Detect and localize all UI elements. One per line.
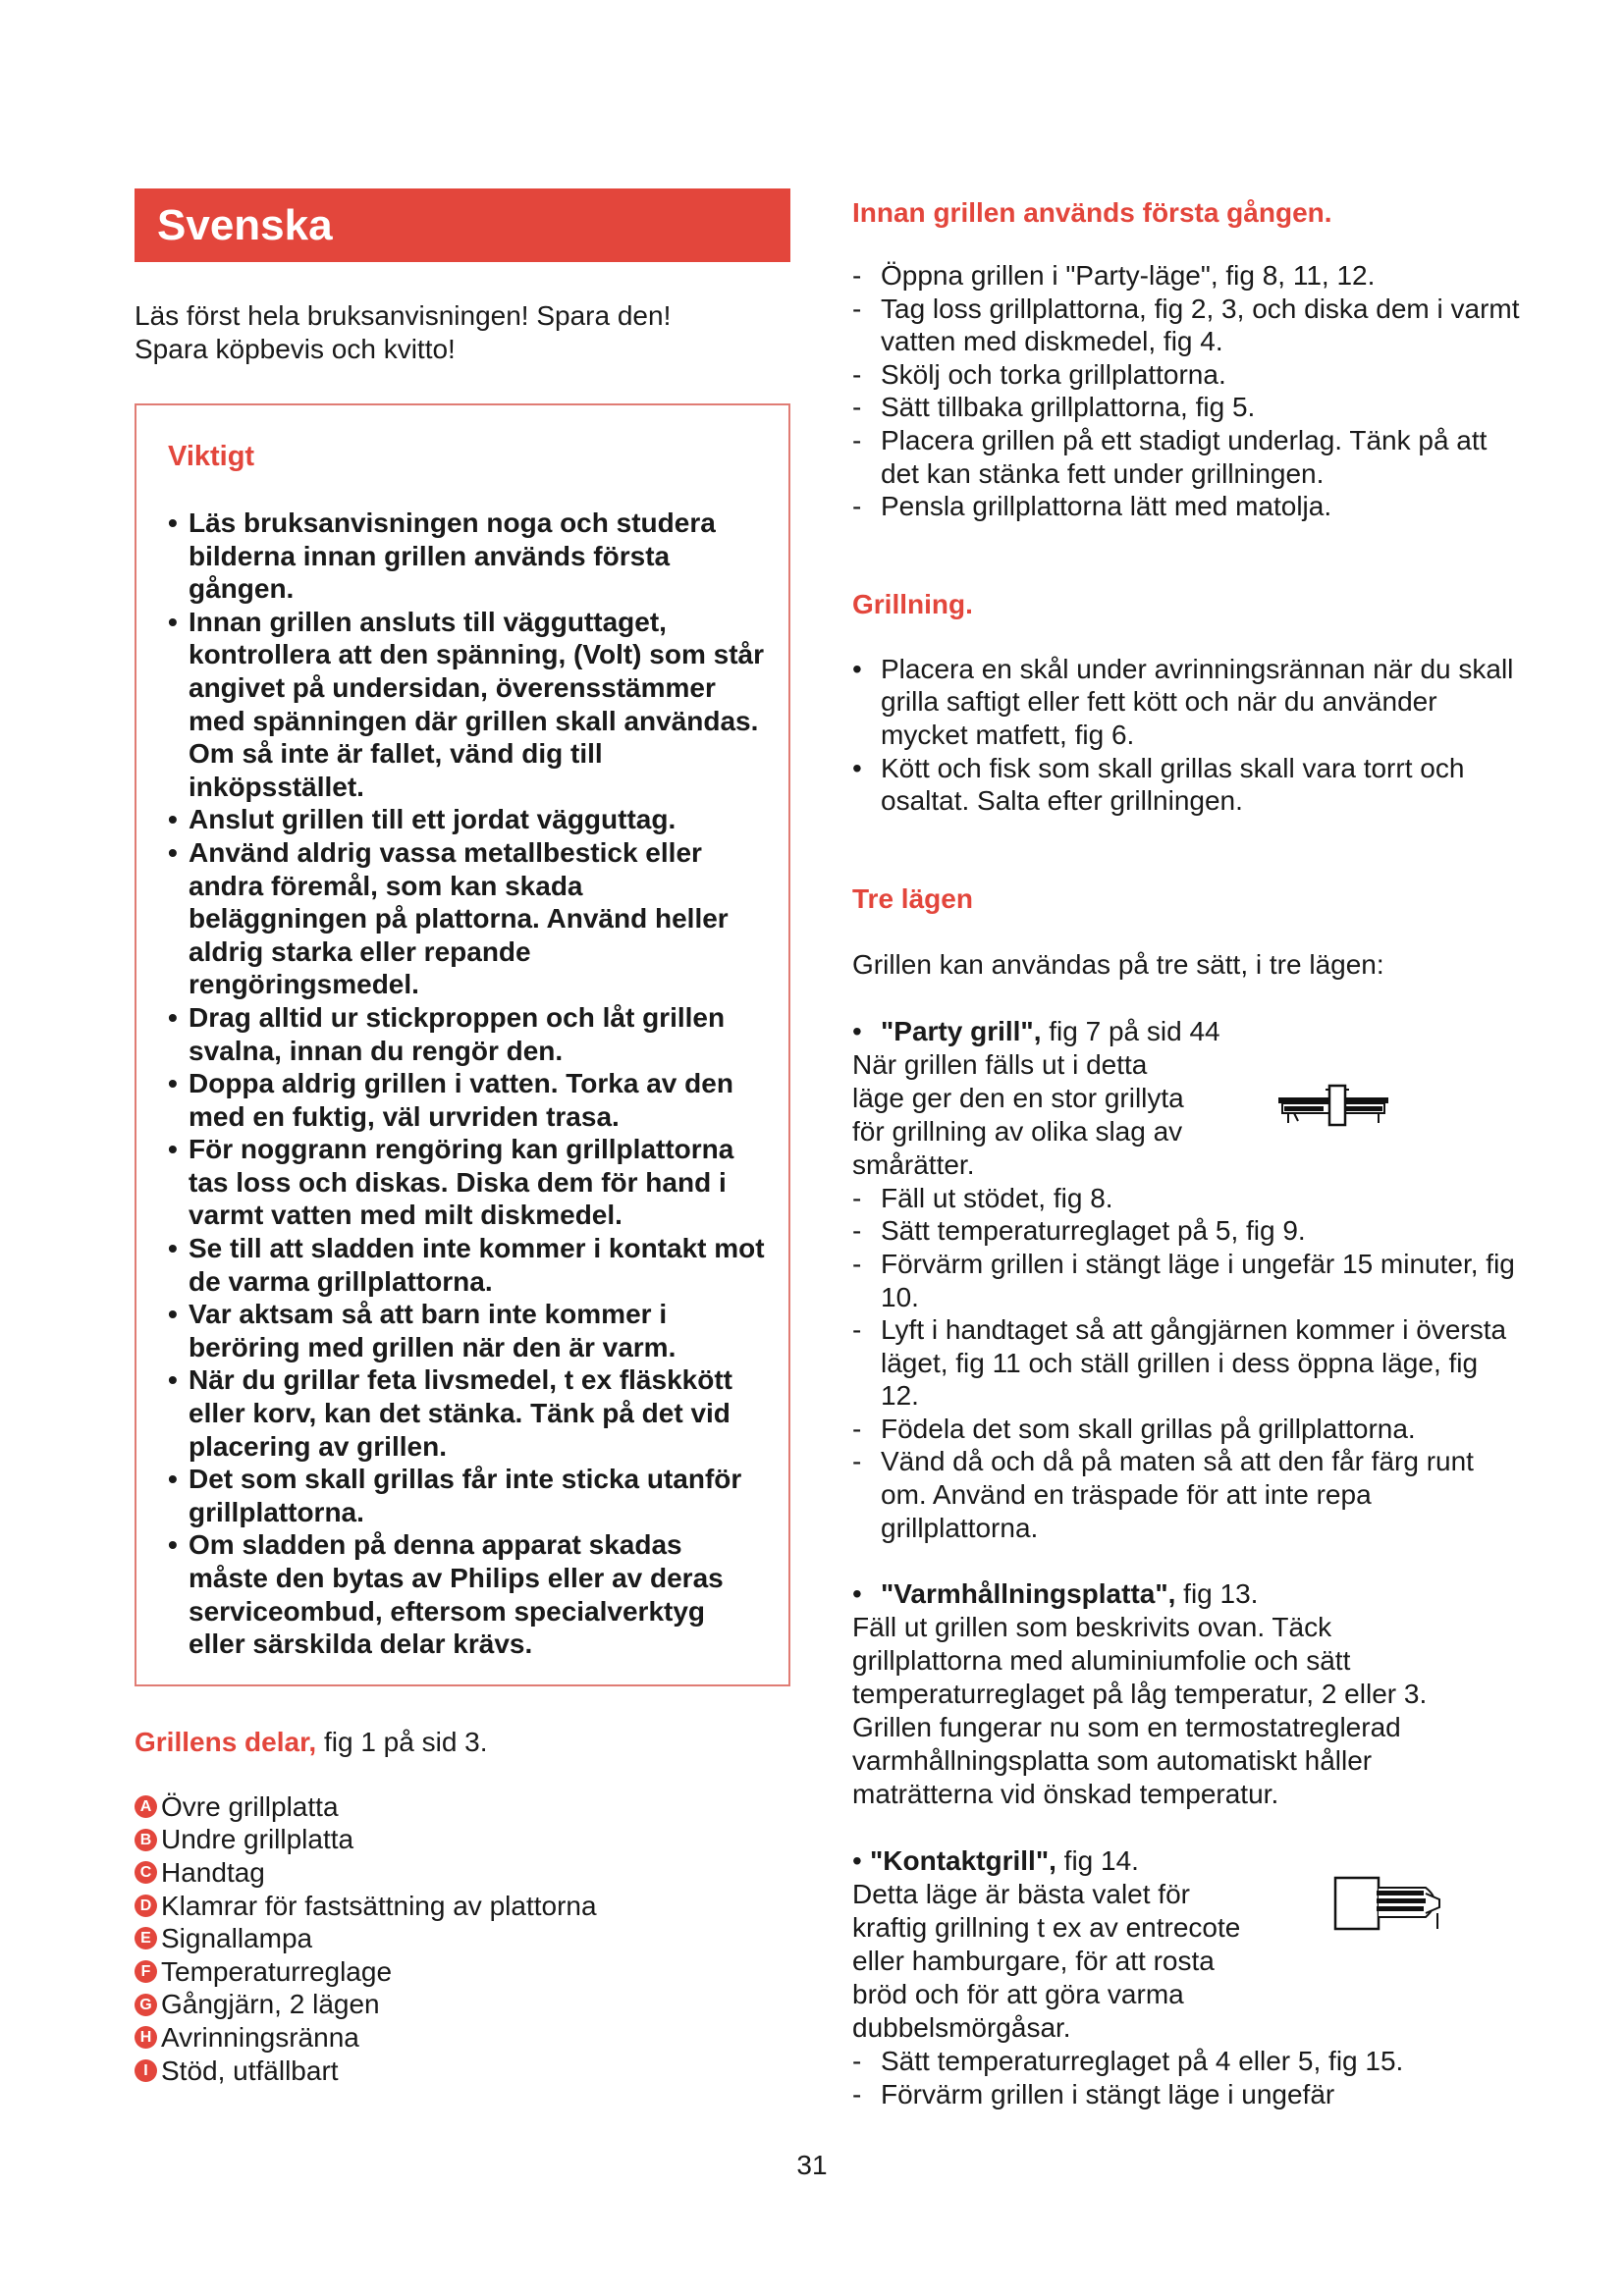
intro-line: Spara köpbevis och kvitto! (135, 334, 456, 364)
description-line: dubbelsmörgåsar. (852, 2012, 1071, 2044)
list-item (135, 2055, 790, 2088)
first-use-title: Innan grillen används första gången. (852, 197, 1332, 228)
part-label: Övre grillplatta (161, 1790, 339, 1822)
contact-grill-name: "Kontaktgrill", (870, 1845, 1056, 1877)
list-item (135, 1922, 790, 1955)
description-line: maträtterna vid önskad temperatur. (852, 1779, 1279, 1810)
important-item: • Använd aldrig vassa metallbestick eller andra föremål, som kan skada beläggningen på plattorna. Använd heller aldrig starka eller repande rengöringsmedel. (168, 836, 769, 1001)
important-item: • Innan grillen ansluts till vägguttaget, kontrollera att den spänning, (Volt) som står angivet på undersidan, överensstämmer med spänningen där grillen skall användas. Om så inte är fallet, vänd dig till inköpsstället. (168, 606, 769, 804)
part-label: Undre grillplatta (161, 1824, 354, 1855)
party-grill-heading: • "Party grill", fig 7 på sid 44 (852, 1015, 1220, 1046)
party-grill-steps (852, 1182, 1520, 1545)
list-item: - Placera grillen på ett stadigt underlag. Tänk på att det kan stänka fett under grillningen. (852, 424, 1520, 490)
important-item: • Drag alltid ur stickproppen och låt grillen svalna, innan du rengör den. (168, 1001, 769, 1067)
letter-badge-icon: C (135, 1861, 157, 1884)
part-label: Klamrar för fastsättning av plattorna (161, 1890, 597, 1921)
important-item: • Anslut grillen till ett jordat vägguttag. (168, 803, 769, 836)
list-item: - Sätt tillbaka grillplattorna, fig 5. (852, 391, 1520, 424)
left-column (135, 188, 790, 2087)
language-title: Svenska (157, 200, 333, 249)
list-item: - Tag loss grillplattorna, fig 2, 3, och diska dem i varmt vatten med diskmedel, fig 4. (852, 293, 1520, 358)
party-grill-section (852, 1015, 1520, 1545)
description-line: varmhållningsplatta som automatiskt håller (852, 1745, 1373, 1777)
part-label: Signallampa (161, 1923, 313, 1954)
first-use-list (852, 259, 1520, 523)
warming-plate-ref: fig 13. (1175, 1578, 1259, 1610)
list-item: - Skölj och torka grillplattorna. (852, 358, 1520, 392)
part-label: Stöd, utfällbart (161, 2055, 339, 2086)
contact-grill-steps (852, 2045, 1520, 2110)
list-item (135, 1890, 790, 1923)
part-label: Temperaturreglage (161, 1955, 393, 1987)
party-grill-name: "Party grill", (881, 1015, 1042, 1046)
grilling-title: Grillning. (852, 588, 973, 619)
letter-badge-icon: B (135, 1829, 157, 1851)
important-item: • Doppa aldrig grillen i vatten. Torka av den med en fuktig, väl urvriden trasa. (168, 1067, 769, 1133)
description-line: grillplattorna med aluminiumfolie och sätt (852, 1645, 1351, 1677)
letter-badge-icon: D (135, 1895, 157, 1917)
list-item (135, 1856, 790, 1890)
page-number: 31 (796, 2150, 828, 2180)
intro-line: Läs först hela bruksanvisningen! Spara den! (135, 300, 672, 331)
part-label: Gångjärn, 2 lägen (161, 1989, 380, 2020)
list-item (135, 2021, 790, 2055)
grilling-list (852, 653, 1520, 818)
description-line: När grillen fälls ut i detta (852, 1048, 1148, 1080)
contact-grill-ref: fig 14. (1056, 1845, 1139, 1877)
description-line: Fäll ut grillen som beskrivits ovan. Täck (852, 1612, 1332, 1643)
party-grill-figure (1274, 1072, 1402, 1139)
letter-badge-icon: I (135, 2059, 157, 2082)
letter-badge-icon: A (135, 1795, 157, 1818)
description-line: Detta läge är bästa valet för (852, 1879, 1190, 1910)
intro-text (135, 299, 790, 366)
list-item: - Vänd då och då på maten så att den får färg runt om. Använd en träspade för att inte repa grillplattorna. (852, 1445, 1520, 1544)
letter-badge-icon: E (135, 1927, 157, 1949)
list-item: - Lyft i handtaget så att gångjärnen kommer i översta läget, fig 11 och ställ grillen i dess öppna läge, fig 12. (852, 1313, 1520, 1413)
letter-badge-icon: G (135, 1994, 157, 2016)
language-banner (135, 188, 790, 262)
list-item: • Placera en skål under avrinningsrännan när du skall grilla saftigt eller fett kött och när du använder mycket matfett, fig 6. (852, 653, 1520, 752)
description-line: läge ger den en stor grillyta (852, 1082, 1184, 1113)
list-item (135, 1955, 790, 1989)
list-item: - Fäll ut stödet, fig 8. (852, 1182, 1520, 1215)
party-grill-description (852, 1048, 1520, 1182)
warming-plate-heading: • "Varmhållningsplatta", fig 13. (852, 1578, 1259, 1610)
list-item: - Sätt temperaturreglaget på 5, fig 9. (852, 1214, 1520, 1248)
warming-plate-description (852, 1611, 1520, 1811)
important-item: • Se till att sladden inte kommer i kontakt mot de varma grillplattorna. (168, 1232, 769, 1298)
important-item: • Läs bruksanvisningen noga och studera bilderna innan grillen används första gången. (168, 507, 769, 606)
parts-title: Grillens delar, (135, 1726, 317, 1757)
contact-grill-heading: • "Kontaktgrill", fig 14. (852, 1845, 1139, 1877)
parts-ref: fig 1 på sid 3. (316, 1726, 488, 1757)
parts-list (135, 1790, 790, 2087)
important-item: • När du grillar feta livsmedel, t ex fläskkött eller korv, kan det stänka. Tänk på det vid placering av grillen. (168, 1363, 769, 1463)
warming-plate-section (852, 1577, 1520, 1811)
parts-heading (135, 1726, 790, 1759)
part-label: Avrinningsränna (161, 2021, 359, 2053)
list-item (135, 1823, 790, 1856)
right-column (852, 188, 1520, 2110)
important-item: • Det som skall grillas får inte sticka utanför grillplattorna. (168, 1463, 769, 1528)
contact-grill-figure (1329, 1872, 1453, 1941)
list-item (135, 1988, 790, 2021)
important-item: • Om sladden på denna apparat skadas måste den bytas av Philips eller av deras serviceombud, eftersom specialverktyg eller särskilda delar krävs. (168, 1528, 769, 1660)
description-line: bröd och för att göra varma (852, 1979, 1184, 2010)
important-title: Viktigt (168, 441, 255, 472)
list-item: - Födela det som skall grillas på grillplattorna. (852, 1413, 1520, 1446)
letter-badge-icon: F (135, 1960, 157, 1983)
important-list (168, 507, 769, 1661)
description-line: för grillning av olika slag av (852, 1115, 1183, 1147)
modes-title: Tre lägen (852, 882, 973, 914)
letter-badge-icon: H (135, 2026, 157, 2049)
warming-plate-name: "Varmhållningsplatta", (881, 1578, 1176, 1610)
list-item: - Förvärm grillen i stängt läge i ungefär 15 minuter, fig 10. (852, 1248, 1520, 1313)
list-item: - Sätt temperaturreglaget på 4 eller 5, fig 15. (852, 2045, 1520, 2078)
important-item: • Var aktsam så att barn inte kommer i beröring med grillen när den är varm. (168, 1298, 769, 1363)
part-label: Handtag (161, 1856, 265, 1888)
important-item: • För noggrann rengöring kan grillplattorna tas loss och diskas. Diska dem för hand i varmt vatten med milt diskmedel. (168, 1133, 769, 1232)
list-item: - Öppna grillen i "Party-läge", fig 8, 11, 12. (852, 259, 1520, 293)
description-line: smårätter. (852, 1148, 975, 1180)
party-grill-ref: fig 7 på sid 44 (1041, 1015, 1220, 1046)
description-line: temperaturreglaget på låg temperatur, 2 eller 3. (852, 1679, 1428, 1710)
description-line: Grillen fungerar nu som en termostatreglerad (852, 1712, 1401, 1743)
description-line: kraftig grillning t ex av entrecote (852, 1912, 1241, 1944)
modes-intro: Grillen kan användas på tre sätt, i tre lägen: (852, 948, 1384, 980)
description-line: eller hamburgare, för att rosta (852, 1946, 1215, 1977)
list-item (135, 1790, 790, 1824)
list-item: - Förvärm grillen i stängt läge i ungefär (852, 2078, 1520, 2111)
important-box (135, 403, 790, 1686)
list-item: - Pensla grillplattorna lätt med matolja. (852, 490, 1520, 523)
contact-grill-section (852, 1844, 1520, 2110)
list-item: • Kött och fisk som skall grillas skall vara torrt och osaltat. Salta efter grillningen. (852, 752, 1520, 818)
